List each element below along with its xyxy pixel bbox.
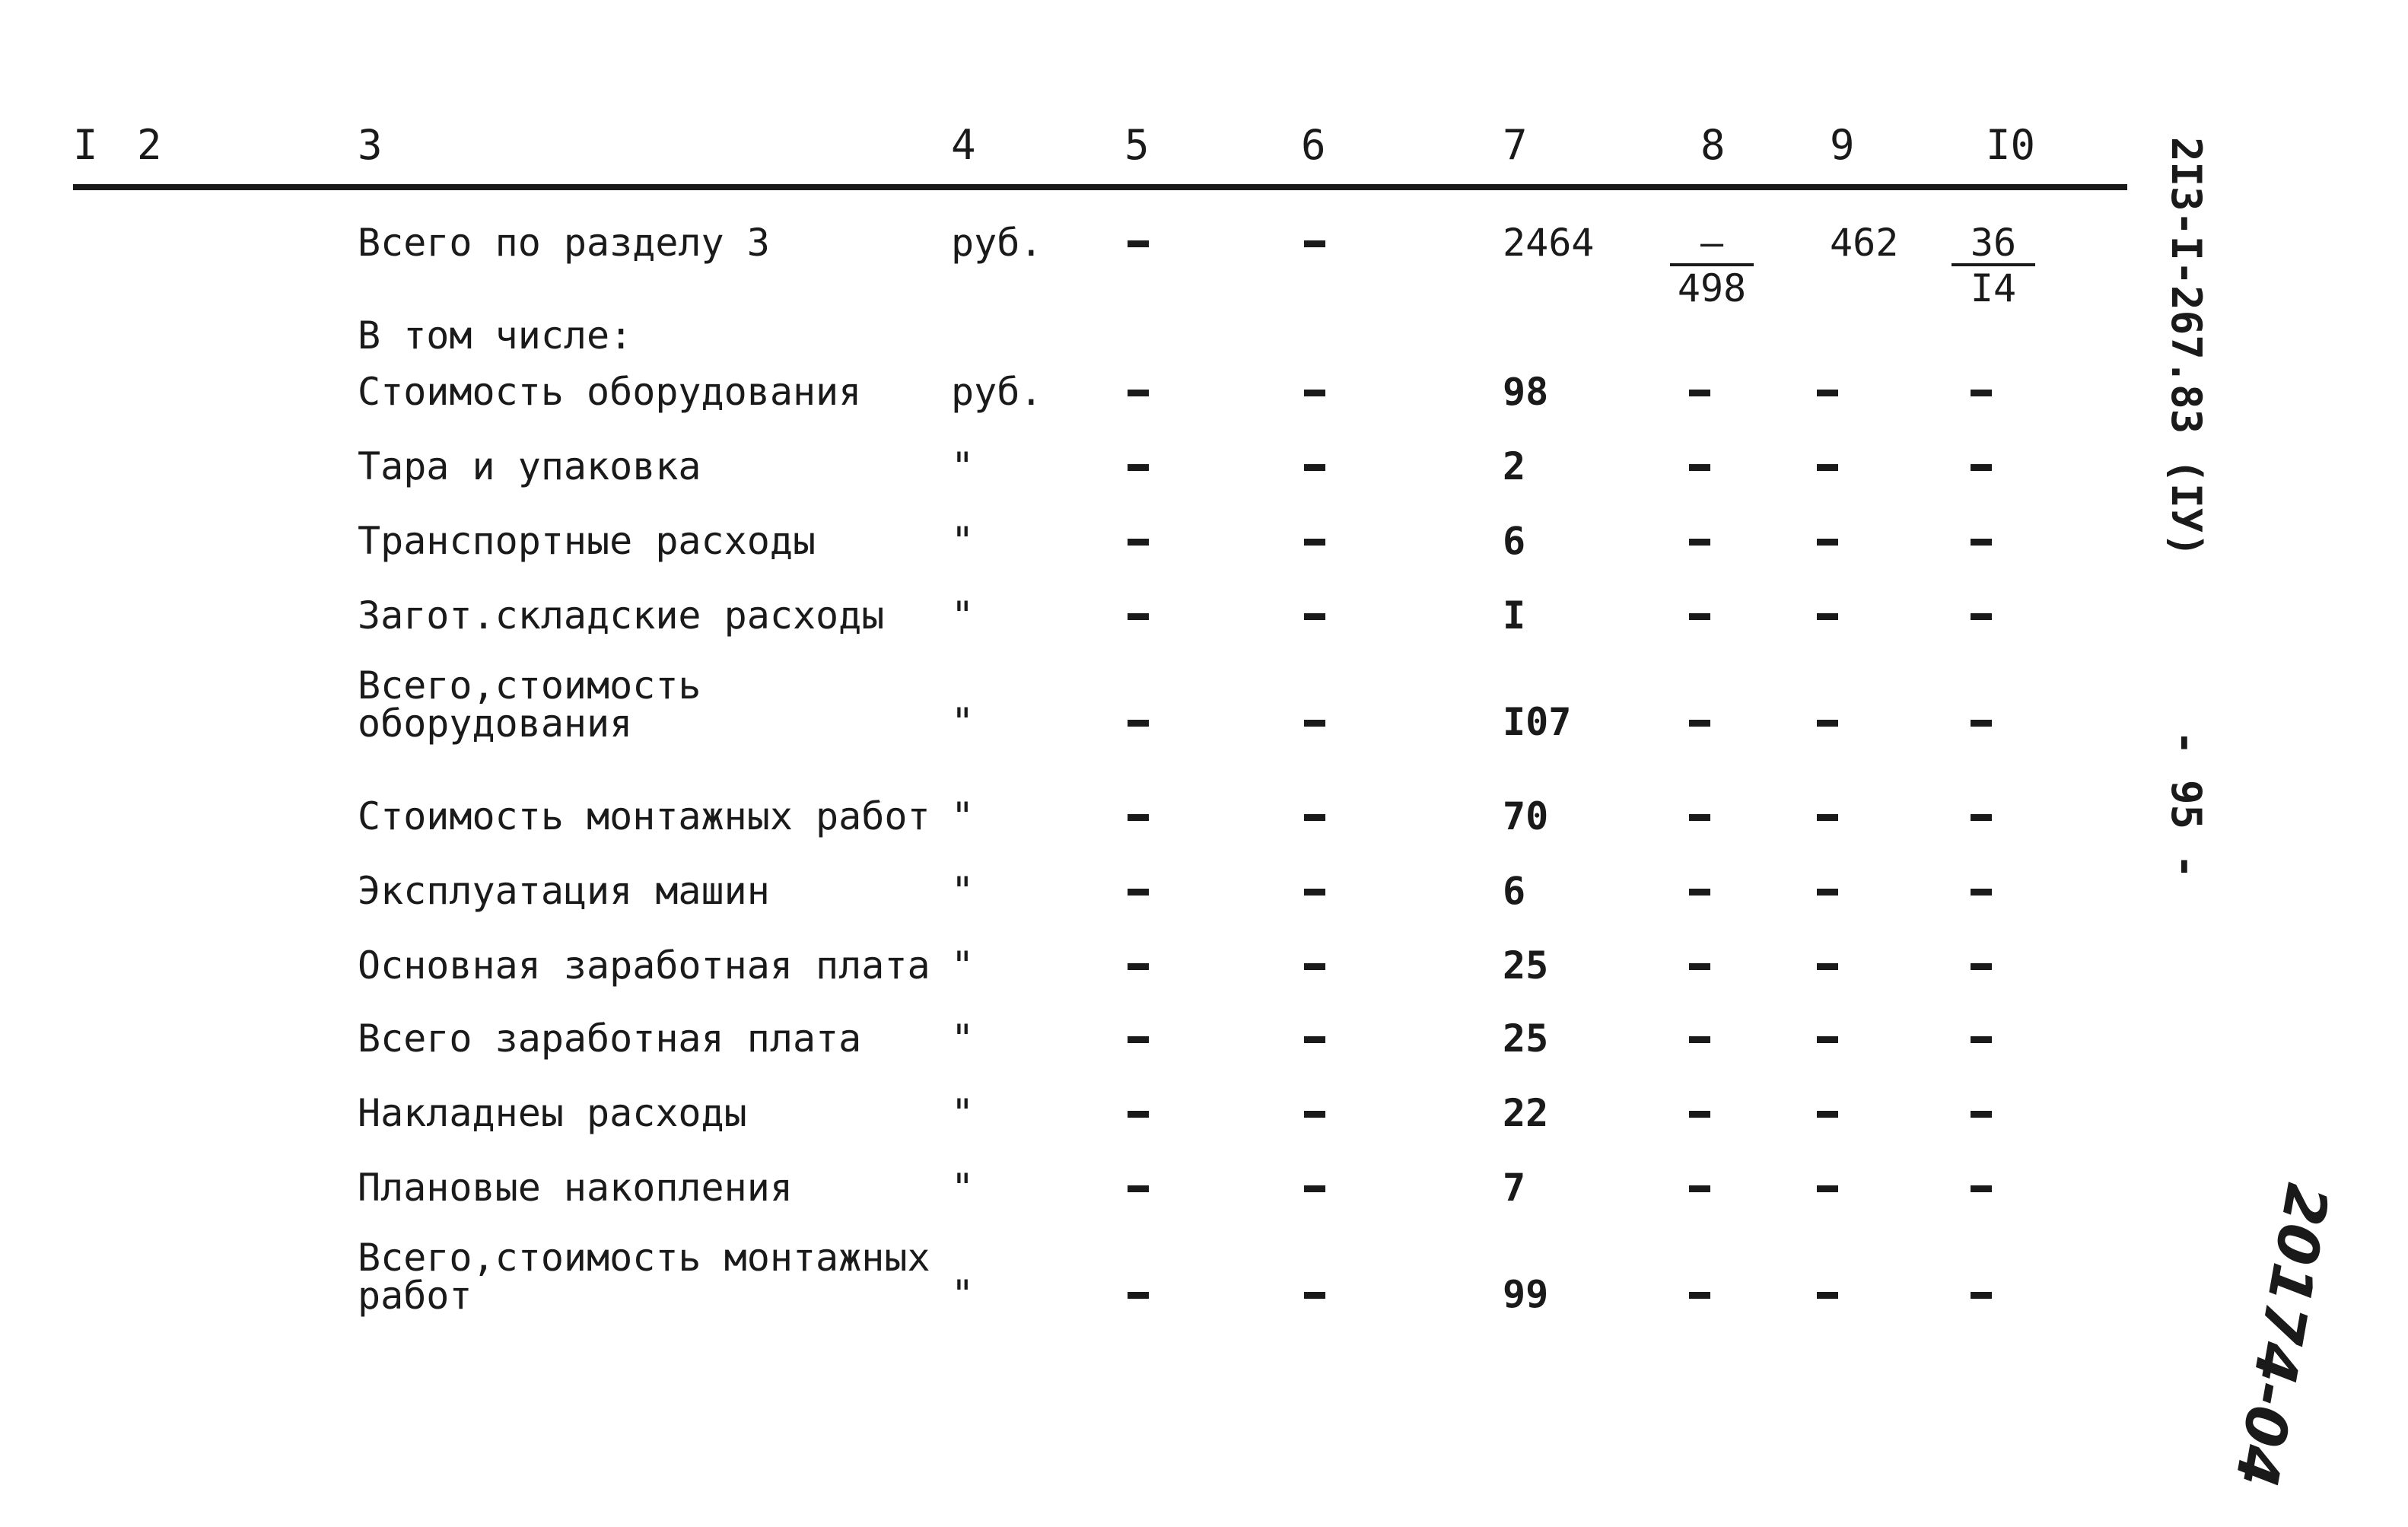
row-c9-dash [1817, 814, 1838, 821]
row-name: Всего заработная плата [358, 1016, 862, 1061]
row-c8-dash [1689, 390, 1710, 396]
row-name: Загот.складские расходы [358, 593, 885, 638]
row-c5-dash [1128, 814, 1149, 821]
row-c8-dash [1689, 1036, 1710, 1043]
row-c10-dash [1971, 613, 1992, 620]
total-row-c8-denominator: 498 [1677, 266, 1747, 310]
row-c6-dash [1304, 1292, 1325, 1299]
row-c9-dash [1817, 889, 1838, 896]
row-c5-dash [1128, 889, 1149, 896]
row-c6-dash [1304, 814, 1325, 821]
row-unit: " [951, 1016, 975, 1061]
row-c10-dash [1971, 814, 1992, 821]
row-c10-dash [1971, 539, 1992, 546]
total-row-c7: 2464 [1503, 221, 1595, 265]
row-c7-value: 22 [1503, 1091, 1549, 1135]
row-c10-dash [1971, 889, 1992, 896]
total-row-c10-numerator: 36 [1952, 224, 2035, 266]
row-c9-dash [1817, 1111, 1838, 1118]
row-c7-value: 99 [1503, 1272, 1549, 1316]
col-header-1: I [73, 121, 98, 169]
row-c10-dash [1971, 720, 1992, 727]
row-unit: " [951, 700, 975, 744]
row-c9-dash [1817, 1036, 1838, 1043]
row-c8-dash [1689, 720, 1710, 727]
row-c5-dash [1128, 1185, 1149, 1192]
row-c8-dash [1689, 1185, 1710, 1192]
row-c10-dash [1971, 464, 1992, 471]
row-c8-dash [1689, 814, 1710, 821]
total-row-c9: 462 [1830, 221, 1899, 265]
row-c10-dash [1971, 1036, 1992, 1043]
row-unit: " [951, 1272, 975, 1316]
row-c9-dash [1817, 720, 1838, 727]
row-c6-dash [1304, 889, 1325, 896]
subhead-including: В том числе: [358, 313, 633, 358]
row-c7-value: I07 [1503, 700, 1572, 744]
row-c5-dash [1128, 390, 1149, 396]
row-c9-dash [1817, 539, 1838, 546]
col-header-10: I0 [1986, 121, 2036, 169]
row-name: Стоимость оборудования [358, 370, 862, 414]
row-c6-dash [1304, 613, 1325, 620]
row-c9-dash [1817, 1185, 1838, 1192]
row-c6-dash [1304, 720, 1325, 727]
row-c10-dash [1971, 1111, 1992, 1118]
row-c10-dash [1971, 1292, 1992, 1299]
total-row-c6-dash [1304, 240, 1325, 247]
total-row-c10-fraction [1952, 221, 2035, 310]
col-header-2: 2 [137, 121, 162, 169]
row-c9-dash [1817, 613, 1838, 620]
row-unit: " [951, 519, 975, 563]
row-unit: руб. [951, 370, 1043, 414]
row-c6-dash [1304, 464, 1325, 471]
row-name: Эксплуатация машин [358, 869, 770, 913]
row-name: Стоимость монтажных работ [358, 794, 930, 838]
col-header-3: 3 [358, 121, 383, 169]
row-c5-dash [1128, 464, 1149, 471]
row-unit: " [951, 794, 975, 838]
col-header-7: 7 [1503, 121, 1528, 169]
row-c9-dash [1817, 963, 1838, 970]
row-c8-dash [1689, 1111, 1710, 1118]
col-header-8: 8 [1700, 121, 1726, 169]
col-header-9: 9 [1830, 121, 1855, 169]
row-c5-dash [1128, 539, 1149, 546]
row-c5-dash [1128, 1036, 1149, 1043]
row-c7-value: 98 [1503, 370, 1549, 414]
row-c6-dash [1304, 1111, 1325, 1118]
page-number-vertical: - 95 - [2162, 730, 2210, 880]
row-c10-dash [1971, 963, 1992, 970]
row-c7-value: 70 [1503, 794, 1549, 838]
row-c8-dash [1689, 1292, 1710, 1299]
row-c5-dash [1128, 720, 1149, 727]
row-c9-dash [1817, 390, 1838, 396]
row-unit: " [951, 943, 975, 988]
row-c6-dash [1304, 963, 1325, 970]
row-c8-dash [1689, 963, 1710, 970]
row-c9-dash [1817, 464, 1838, 471]
row-unit: " [951, 869, 975, 913]
row-c7-value: 6 [1503, 869, 1526, 913]
row-name: Всего,стоимость оборудования [358, 663, 701, 746]
row-c5-dash [1128, 963, 1149, 970]
total-row-c8-numerator: – [1670, 224, 1754, 266]
total-row-c10-denominator: I4 [1970, 266, 2017, 310]
handwritten-number: 20174-04 [2222, 1179, 2342, 1492]
row-c6-dash [1304, 539, 1325, 546]
header-rule [73, 184, 2127, 190]
row-name: Накладнеы расходы [358, 1091, 747, 1135]
row-c8-dash [1689, 464, 1710, 471]
row-c5-dash [1128, 1292, 1149, 1299]
row-c7-value: 25 [1503, 943, 1549, 988]
row-c6-dash [1304, 1036, 1325, 1043]
row-c5-dash [1128, 1111, 1149, 1118]
row-unit: " [951, 1166, 975, 1210]
row-unit: " [951, 593, 975, 638]
row-c8-dash [1689, 889, 1710, 896]
row-name: Основная заработная плата [358, 943, 930, 988]
row-name: Плановые накопления [358, 1166, 793, 1210]
row-name: Транспортные расходы [358, 519, 816, 563]
row-c9-dash [1817, 1292, 1838, 1299]
row-c8-dash [1689, 539, 1710, 546]
doc-code-vertical: 2I3-I-267.83 (IУ) [2162, 137, 2210, 558]
row-c7-value: 2 [1503, 444, 1526, 488]
row-unit: " [951, 1091, 975, 1135]
row-c5-dash [1128, 613, 1149, 620]
col-header-4: 4 [951, 121, 976, 169]
col-header-5: 5 [1124, 121, 1150, 169]
row-c8-dash [1689, 613, 1710, 620]
row-c7-value: 25 [1503, 1016, 1549, 1061]
row-unit: " [951, 444, 975, 488]
total-row-c5-dash [1128, 240, 1149, 247]
row-c7-value: 7 [1503, 1166, 1526, 1210]
row-c10-dash [1971, 390, 1992, 396]
col-header-6: 6 [1301, 121, 1326, 169]
row-c7-value: I [1503, 593, 1526, 638]
total-row-c8-fraction [1670, 221, 1754, 310]
row-c6-dash [1304, 390, 1325, 396]
row-c7-value: 6 [1503, 519, 1526, 563]
total-row-name: Всего по разделу 3 [358, 221, 770, 265]
row-name: Всего,стоимость монтажных работ [358, 1236, 930, 1318]
row-name: Тара и упаковка [358, 444, 701, 488]
row-c6-dash [1304, 1185, 1325, 1192]
total-row-unit: руб. [951, 221, 1043, 265]
row-c10-dash [1971, 1185, 1992, 1192]
